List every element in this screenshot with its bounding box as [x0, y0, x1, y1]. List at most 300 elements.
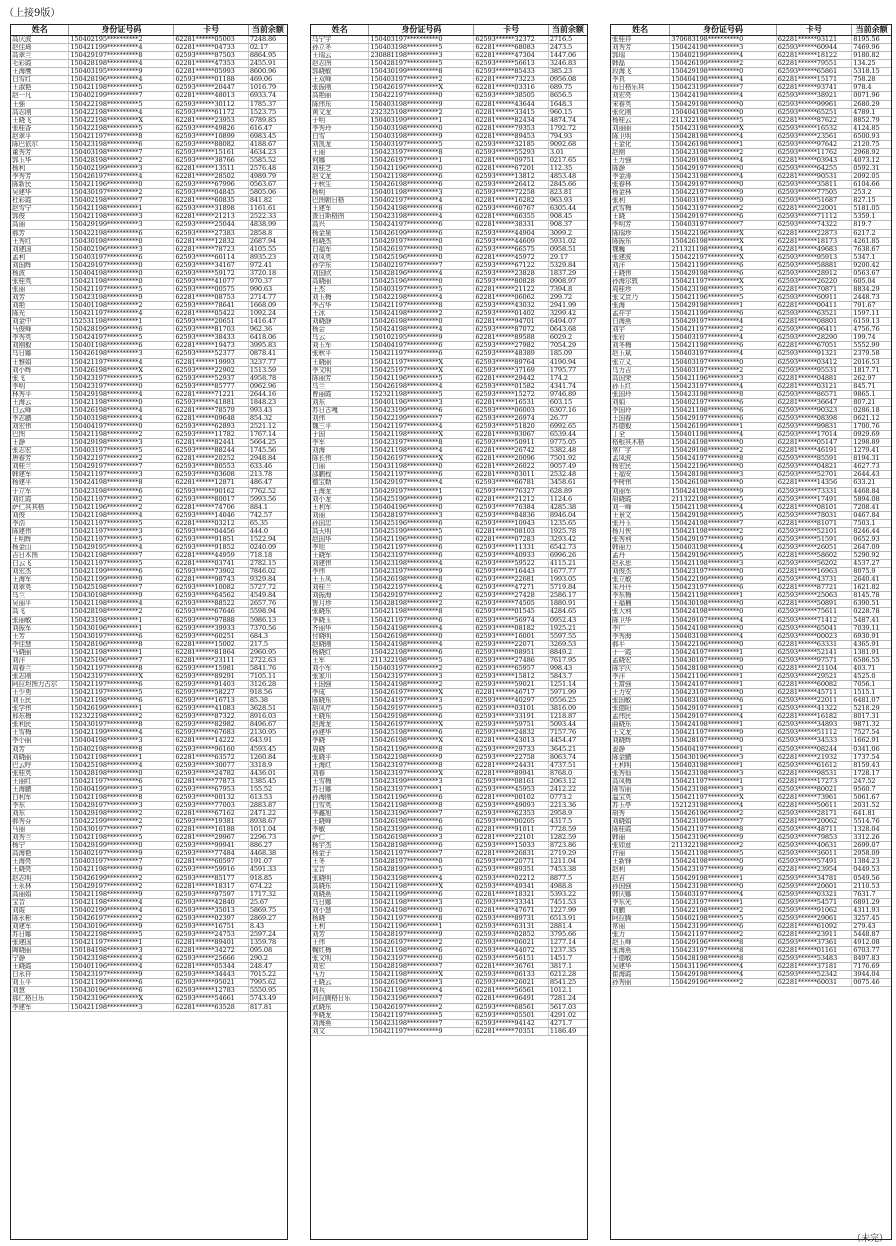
card-number-cell: 62593******36011: [776, 850, 852, 858]
name-cell: 马俊峰: [11, 326, 69, 334]
card-number-cell: 62593******26051: [776, 543, 852, 551]
table-row: [11, 527, 287, 535]
balance-cell: 3.01: [548, 148, 587, 156]
id-number-cell: 150423197**********8: [369, 439, 474, 447]
balance-cell: 8916.03: [248, 713, 287, 721]
id-number-cell: 150424197**********1: [670, 681, 776, 689]
card-number-cell: 62281******45972: [474, 253, 549, 261]
name-cell: 李树伟: [611, 479, 670, 487]
name-cell: 王海军: [11, 576, 69, 584]
name-cell: 王双峰: [311, 76, 369, 84]
table-row: [11, 568, 287, 576]
table-row: [11, 165, 287, 173]
card-number-cell: 62593******76384: [474, 503, 549, 511]
name-cell: 孙立冬: [311, 44, 369, 52]
table-row: [311, 527, 587, 535]
balance-cell: 5550.95: [248, 987, 287, 995]
table-row: [611, 745, 891, 753]
id-number-cell: 150429198**********0: [670, 100, 776, 108]
id-number-cell: 150426198**********X: [670, 237, 776, 245]
id-number-cell: 150421197**********2: [670, 930, 776, 938]
name-cell: 张化刚: [611, 108, 670, 116]
balance-cell: 1381.91: [852, 648, 891, 656]
table-row: [311, 737, 587, 745]
balance-cell: 0592.31: [852, 165, 891, 173]
card-number-cell: 62593******00132: [174, 793, 249, 801]
table-row: [311, 156, 587, 164]
card-number-cell: 62281******26022: [474, 463, 549, 471]
name-cell: 韩丽力: [611, 543, 670, 551]
balance-cell: 4284.65: [548, 608, 587, 616]
card-number-cell: 62281******16188: [174, 826, 249, 834]
name-cell: 张飞: [11, 374, 69, 382]
balance-cell: 4958.78: [248, 374, 287, 382]
card-number-cell: 62593******73902: [174, 568, 249, 576]
balance-cell: 217.5: [248, 640, 287, 648]
balance-cell: 1279.41: [852, 447, 891, 455]
id-number-cell: 150426198**********3: [369, 834, 474, 842]
card-number-cell: 62281******67201: [474, 165, 549, 173]
table-row: [611, 495, 891, 503]
name-cell: 李鑫旭: [311, 810, 369, 818]
balance-cell: 2948.84: [248, 455, 287, 463]
table-row: [11, 834, 287, 842]
name-cell: 孙国忠: [311, 519, 369, 527]
balance-cell: 3458.61: [548, 479, 587, 487]
card-number-cell: 62593******99961: [776, 100, 852, 108]
name-cell: 杜彩霞: [11, 197, 69, 205]
name-cell: 刘秀芳: [611, 44, 670, 52]
id-number-cell: 150403198**********4: [69, 414, 174, 422]
name-cell: 杨金子: [311, 850, 369, 858]
balance-cell: 5290.92: [852, 552, 891, 560]
balance-cell: 8938.67: [248, 818, 287, 826]
name-cell: 于国: [311, 431, 369, 439]
card-number-cell: 62593******75611: [776, 608, 852, 616]
balance-cell: 1328.04: [852, 826, 891, 834]
table-row: [11, 866, 287, 874]
table-row: [611, 189, 891, 197]
balance-cell: 4591.33: [248, 866, 287, 874]
name-cell: 李广: [611, 624, 670, 632]
name-cell: 刘建国: [11, 245, 69, 253]
name-cell: 张利: [611, 197, 670, 205]
card-number-cell: 62593******20651: [174, 318, 249, 326]
card-number-cell: 62593******17014: [776, 431, 852, 439]
table-row: [611, 148, 891, 156]
id-number-cell: 150423197**********4: [670, 382, 776, 390]
balance-cell: 2644.43: [852, 471, 891, 479]
balance-cell: 2858.8: [248, 229, 287, 237]
name-cell: 陈瑞珍: [611, 229, 670, 237]
id-number-cell: 150421198**********4: [69, 898, 174, 906]
id-number-cell: 150184198**********3: [69, 947, 174, 955]
table-row: [611, 294, 891, 302]
id-number-cell: 150422196**********X: [670, 229, 776, 237]
balance-cell: 603.15: [548, 398, 587, 406]
id-number-cell: 150421197**********7: [369, 850, 474, 858]
name-cell: 曲晓东: [611, 721, 670, 729]
card-number-cell: 62593******74322: [776, 221, 852, 229]
table-row: [311, 294, 587, 302]
column-header: 姓名: [11, 25, 69, 36]
table-row: [11, 511, 287, 519]
name-cell: 刘宏杰: [11, 568, 69, 576]
balance-cell: 1621.82: [852, 584, 891, 592]
id-number-cell: 150430197**********6: [69, 632, 174, 640]
card-number-cell: 62593******34167: [174, 261, 249, 269]
card-number-cell: 62593******43032: [474, 302, 549, 310]
balance-cell: 2213.36: [548, 801, 587, 809]
table-row: [11, 971, 287, 979]
name-cell: 鲁月珍: [311, 600, 369, 608]
name-cell: 刘红霞: [11, 495, 69, 503]
id-number-cell: 150421198**********4: [670, 503, 776, 511]
name-cell: 孙国强: [611, 882, 670, 890]
card-number-cell: 62281******21104: [776, 664, 852, 672]
card-number-cell: 62593******37169: [474, 366, 549, 374]
card-number-cell: 62593******62353: [474, 810, 549, 818]
id-number-cell: 150428197**********0: [369, 858, 474, 866]
card-number-cell: 62593******20447: [174, 84, 249, 92]
balance-cell: 819.7: [852, 221, 891, 229]
name-cell: 周晓: [311, 745, 369, 753]
id-number-cell: 211322198**********5: [369, 656, 474, 664]
card-number-cell: 62593******56613: [474, 60, 549, 68]
balance-cell: 8541.25: [548, 979, 587, 987]
card-number-cell: 62281******18122: [776, 52, 852, 60]
name-cell: 刘玉梅: [311, 294, 369, 302]
card-number-cell: 62593******20771: [474, 858, 549, 866]
balance-cell: 1237.35: [548, 947, 587, 955]
id-number-cell: 150401196**********4: [69, 963, 174, 971]
name-cell: 陈长伟: [311, 455, 369, 463]
balance-cell: 970.37: [248, 277, 287, 285]
id-number-cell: 150401198**********3: [369, 189, 474, 197]
name-cell: 赵雪宁: [11, 205, 69, 213]
card-number-cell: 62593******68561: [474, 1003, 549, 1011]
name-cell: 王海云: [11, 398, 69, 406]
id-number-cell: 150429196**********5: [670, 552, 776, 560]
id-number-cell: 150404198**********3: [69, 737, 174, 745]
card-number-cell: 62281******70871: [776, 285, 852, 293]
name-cell: 刘振军: [11, 624, 69, 632]
card-number-cell: 62593******25063: [776, 592, 852, 600]
card-number-cell: 62593******16532: [776, 124, 852, 132]
id-number-cell: 150421199**********6: [69, 979, 174, 987]
id-number-cell: 150424198**********3: [670, 44, 776, 52]
name-cell: 陈桂霞: [611, 826, 670, 834]
balance-cell: 918.56: [248, 689, 287, 697]
card-number-cell: 62593******28912: [776, 269, 852, 277]
card-number-cell: 62593******60911: [776, 294, 852, 302]
column-header: 卡号: [776, 25, 852, 36]
balance-cell: 5598.94: [248, 608, 287, 616]
card-number-cell: 62593******27428: [474, 592, 549, 600]
balance-cell: 7451.53: [548, 898, 587, 906]
name-cell: 王雪梅: [311, 777, 369, 785]
balance-cell: 6305.44: [548, 205, 587, 213]
name-cell: 马晓丽: [11, 648, 69, 656]
balance-cell: 6481.07: [852, 697, 891, 705]
name-cell: 孟晓宏: [611, 656, 670, 664]
name-cell: 王冬: [311, 858, 369, 866]
table-row: [311, 672, 587, 680]
table-row: [311, 616, 587, 624]
name-cell: 刘晓娟: [611, 818, 670, 826]
id-number-cell: 150429198**********4: [69, 390, 174, 398]
table-row: [611, 374, 891, 382]
name-cell: 刘晓辉: [611, 737, 670, 745]
id-number-cell: 150403197**********0: [670, 358, 776, 366]
balance-cell: 2722.63: [248, 656, 287, 664]
name-cell: 王永林: [11, 882, 69, 890]
name-cell: 王文龙: [611, 729, 670, 737]
balance-cell: 1668.09: [248, 302, 287, 310]
id-number-cell: 150423198**********4: [69, 955, 174, 963]
name-cell: 赵晓刚: [311, 640, 369, 648]
card-number-cell: 62593******80553: [174, 463, 249, 471]
table-row: [611, 503, 891, 511]
balance-cell: 1745.56: [248, 447, 287, 455]
name-cell: 白丽: [311, 463, 369, 471]
table-row: [11, 979, 287, 987]
id-number-cell: 150421198**********7: [69, 552, 174, 560]
table-row: [311, 310, 587, 318]
id-number-cell: 150421197**********5: [69, 519, 174, 527]
table-row: [311, 471, 587, 479]
name-cell: 王福楠: [611, 600, 670, 608]
name-cell: 李成: [311, 689, 369, 697]
table-row: [611, 245, 891, 253]
balance-cell: 807.21: [852, 398, 891, 406]
name-cell: 刘国欣: [311, 269, 369, 277]
table-row: [611, 761, 891, 769]
balance-cell: 9775.05: [548, 439, 587, 447]
table-row: [611, 963, 891, 971]
table-row: [311, 479, 587, 487]
id-number-cell: 150428198**********8: [670, 955, 776, 963]
table-row: [11, 987, 287, 995]
balance-cell: 9871.32: [852, 721, 891, 729]
id-number-cell: 150403197**********0: [369, 36, 474, 44]
card-number-cell: 62593******97888: [174, 616, 249, 624]
name-cell: 赵玉斌: [611, 350, 670, 358]
table-row: [11, 76, 287, 84]
name-cell: 李文明: [311, 366, 369, 374]
name-cell: 白云峰: [11, 406, 69, 414]
name-cell: 王利: [311, 922, 369, 930]
table-row: [611, 632, 891, 640]
table-row: [311, 108, 587, 116]
balance-table: [11, 25, 287, 1012]
table-row: [11, 189, 287, 197]
name-cell: 刘洋: [611, 261, 670, 269]
table-row: [11, 882, 287, 890]
name-cell: 张秋平: [311, 350, 369, 358]
name-cell: 高飞: [11, 608, 69, 616]
card-number-cell: 62593******17491: [776, 495, 852, 503]
card-number-cell: 62593******28290: [776, 334, 852, 342]
card-number-cell: 62593******02212: [474, 874, 549, 882]
id-number-cell: 150429198**********2: [69, 810, 174, 818]
card-number-cell: 62593******48389: [474, 350, 549, 358]
name-cell: 王力强: [611, 156, 670, 164]
table-row: [311, 406, 587, 414]
name-cell: 高兴: [311, 221, 369, 229]
name-cell: 胡晓霞: [611, 495, 670, 503]
id-number-cell: 150403198**********1: [670, 761, 776, 769]
table-row: [311, 277, 587, 285]
table-row: [611, 318, 891, 326]
card-number-cell: 62593******91403: [174, 681, 249, 689]
card-number-cell: 62593******58227: [174, 689, 249, 697]
column-header: 当前余额: [852, 25, 891, 36]
balance-cell: 884.1: [248, 503, 287, 511]
table-row: [611, 753, 891, 761]
card-number-cell: 62593******47271: [474, 584, 549, 592]
card-number-cell: 62593******48711: [776, 826, 852, 834]
id-number-cell: 150424197**********1: [670, 648, 776, 656]
name-cell: 高丽娟: [11, 890, 69, 898]
name-cell: 孟丹: [611, 552, 670, 560]
balance-cell: 1677.77: [548, 568, 587, 576]
card-number-cell: 62593******32372: [474, 36, 549, 44]
balance-cell: 628.89: [548, 487, 587, 495]
card-number-cell: 62593******85591: [776, 455, 852, 463]
id-number-cell: 150402198**********7: [69, 197, 174, 205]
balance-cell: 0217.65: [548, 156, 587, 164]
table-row: [311, 664, 587, 672]
table-row: [611, 826, 891, 834]
name-cell: 高艳丽: [311, 92, 369, 100]
id-number-cell: 150429197**********9: [670, 535, 776, 543]
name-cell: 杨宏民: [611, 463, 670, 471]
card-number-cell: 62593******67646: [174, 608, 249, 616]
table-row: [611, 769, 891, 777]
table-row: [611, 552, 891, 560]
table-row: [11, 414, 287, 422]
id-number-cell: 150421198**********3: [369, 898, 474, 906]
id-number-cell: 150421196**********2: [69, 503, 174, 511]
name-cell: 张国玲: [611, 390, 670, 398]
card-number-cell: 62593******04456: [174, 527, 249, 535]
balance-cell: 0958.51: [548, 245, 587, 253]
balance-cell: 8497.83: [852, 955, 891, 963]
card-number-cell: 62593******96411: [776, 326, 852, 334]
table-row: [11, 390, 287, 398]
balance-cell: 247.52: [852, 777, 891, 785]
table-row: [11, 552, 287, 560]
card-number-cell: 62593******22011: [776, 697, 852, 705]
id-number-cell: 150423199**********6: [369, 826, 474, 834]
card-number-cell: 62593******03101: [474, 705, 549, 713]
balance-cell: 6307.16: [548, 406, 587, 414]
column-header: 姓名: [311, 25, 369, 36]
name-cell: 王雅娟: [11, 358, 69, 366]
balance-cell: 7469.96: [852, 44, 891, 52]
name-cell: 鞠红梅: [311, 947, 369, 955]
id-number-cell: 150423198**********4: [369, 560, 474, 568]
id-number-cell: 150422197**********X: [670, 253, 776, 261]
id-number-cell: 150421196**********1: [369, 922, 474, 930]
table-row: [11, 543, 287, 551]
id-number-cell: 150429197**********4: [369, 479, 474, 487]
card-number-cell: 62593******77505: [776, 189, 852, 197]
card-number-cell: 62593******08951: [474, 648, 549, 656]
balance-cell: 1837.29: [548, 269, 587, 277]
balance-cell: 0563.67: [852, 269, 891, 277]
card-number-cell: 62593******30077: [174, 761, 249, 769]
balance-cell: 2063.12: [548, 777, 587, 785]
name-cell: 赵志明: [11, 874, 69, 882]
balance-cell: 1211.04: [548, 858, 587, 866]
name-cell: 孙秀丽: [611, 979, 670, 987]
card-number-cell: 62281******60031: [776, 979, 852, 987]
balance-cell: 6390.51: [852, 600, 891, 608]
id-number-cell: 150424198**********0: [670, 624, 776, 632]
card-number-cell: 62593******65861: [776, 68, 852, 76]
name-cell: 白雪: [311, 132, 369, 140]
name-cell: 王力安: [611, 689, 670, 697]
table-row: [11, 398, 287, 406]
card-number-cell: 62281******19993: [174, 358, 249, 366]
card-number-cell: 62593******27982: [474, 342, 549, 350]
column-header: 卡号: [474, 25, 549, 36]
column-header: 当前余额: [248, 25, 287, 36]
table-row: [11, 245, 287, 253]
balance-cell: 0549.56: [852, 874, 891, 882]
name-cell: 张振刚: [311, 84, 369, 92]
balance-table: [611, 25, 891, 987]
id-number-cell: 150423197**********8: [670, 947, 776, 955]
table-row: [311, 390, 587, 398]
balance-cell: 8834.29: [852, 285, 891, 293]
id-number-cell: 150422196**********0: [670, 463, 776, 471]
balance-cell: 1848.23: [248, 398, 287, 406]
balance-cell: 5719.84: [548, 584, 587, 592]
card-number-cell: 62281******13511: [174, 165, 249, 173]
id-number-cell: 150403198**********6: [670, 697, 776, 705]
table-row: [11, 656, 287, 664]
balance-cell: 0929.69: [852, 431, 891, 439]
table-row: [11, 898, 287, 906]
id-number-cell: 150424198**********8: [369, 205, 474, 213]
balance-cell: 1785.37: [248, 100, 287, 108]
card-number-cell: 62593******08161: [474, 777, 549, 785]
name-cell: 王富强: [611, 681, 670, 689]
name-cell: 孙海刚: [311, 793, 369, 801]
balance-cell: 841.82: [248, 197, 287, 205]
id-number-cell: 150426199**********1: [69, 705, 174, 713]
balance-cell: 2110.53: [852, 882, 891, 890]
name-cell: 张立义: [611, 358, 670, 366]
table-row: [611, 261, 891, 269]
name-cell: 杨波: [11, 269, 69, 277]
name-cell: 刘翠英: [11, 584, 69, 592]
card-number-cell: 62281******81864: [174, 648, 249, 656]
balance-cell: 8063.74: [548, 753, 587, 761]
card-number-cell: 62593******63131: [474, 922, 549, 930]
card-number-cell: 62593******10899: [174, 132, 249, 140]
name-cell: 杨会: [311, 326, 369, 334]
name-cell: 王金化: [611, 140, 670, 148]
balance-cell: 0240.09: [248, 543, 287, 551]
table-row: [611, 197, 891, 205]
id-number-cell: 150423198**********4: [670, 173, 776, 181]
card-number-cell: 62281******60082: [776, 681, 852, 689]
name-cell: 刘凯龙: [311, 140, 369, 148]
